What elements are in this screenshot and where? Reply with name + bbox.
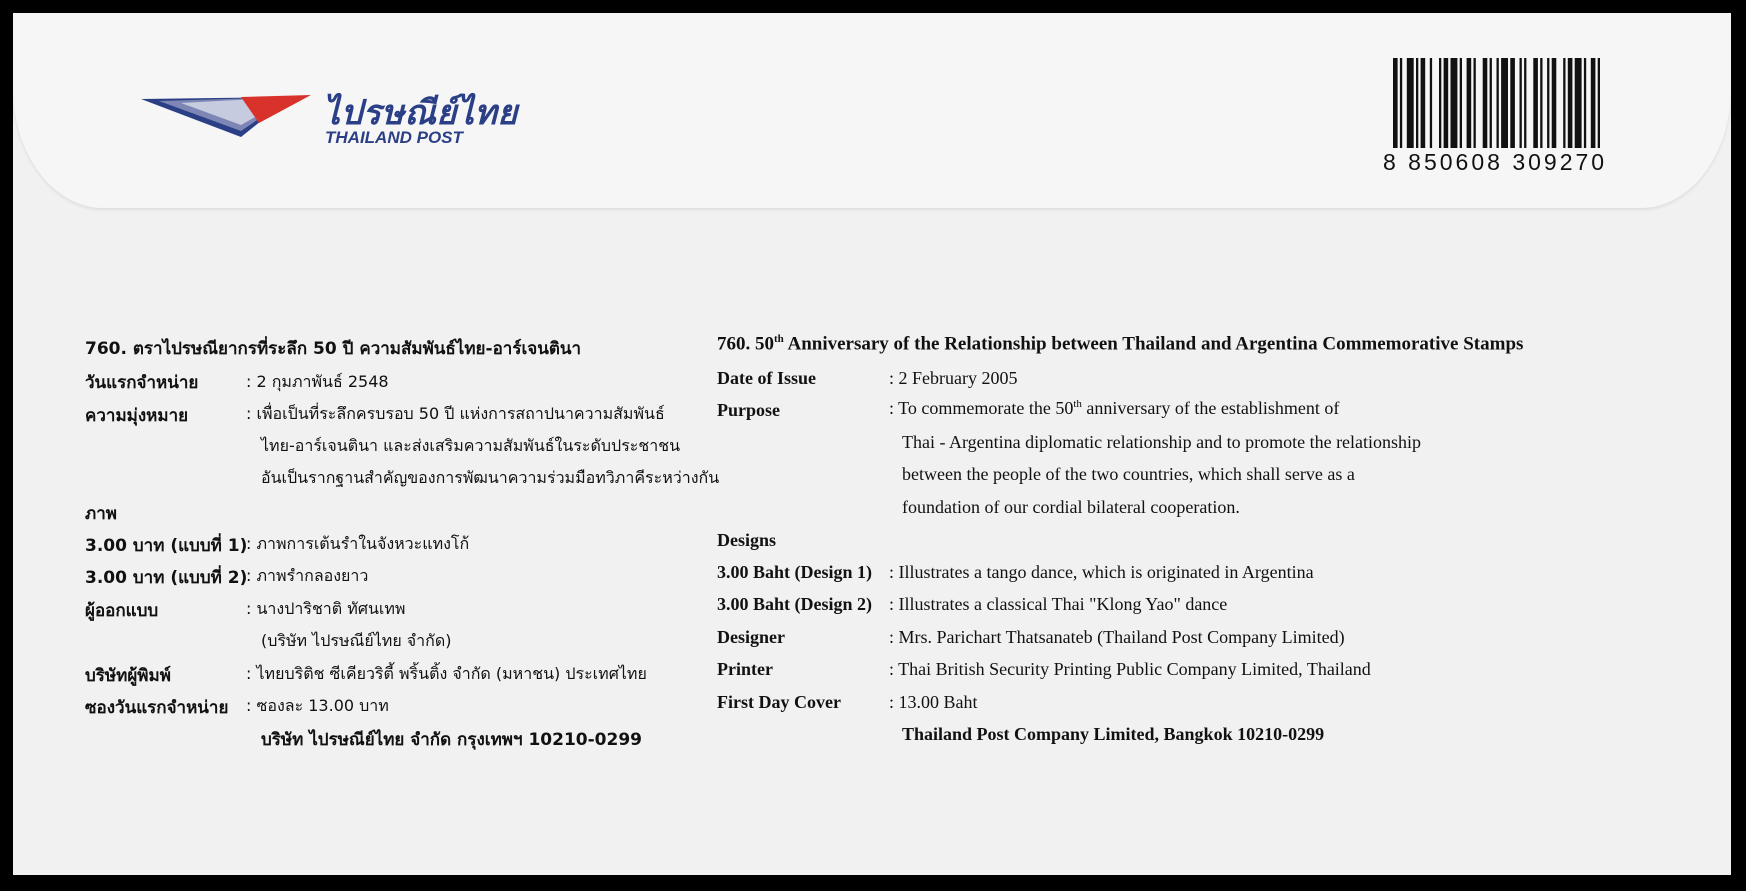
english-purpose-line: : To commemorate the 50th anniversary of the establishment of [889,398,1340,418]
thai-printer-value: : ไทยบริติช ซีเคียวริตี้ พริ้นติ้ง จำกัด (มหาชน) ประเทศไทย [246,664,647,683]
barcode-bar [1524,58,1526,148]
english-design1-value: : Illustrates a tango dance, which is originated in Argentina [889,562,1314,582]
barcode [1393,58,1653,148]
barcode-bar [1598,58,1600,148]
english-issue-value: : 2 February 2005 [889,368,1018,388]
barcode-bar [1568,58,1573,148]
thai-designer-line: : นางปาริชาติ ทัศนเทพ [246,599,406,618]
english-fdc-value: : 13.00 Baht [889,692,978,712]
thai-purpose-line: : เพื่อเป็นที่ระลึกครบรอบ 50 ปี แห่งการสถาปนาความสัมพันธ์ [246,404,665,423]
barcode-bar [1552,58,1557,148]
english-designer-label: Designer [717,627,785,647]
barcode-bar [1591,58,1596,148]
thai-design1-label: 3.00 บาท (แบบที่ 1) [85,536,248,556]
english-issue-label: Date of Issue [717,368,816,388]
barcode-bar [1533,58,1538,148]
barcode-bar [1467,58,1472,148]
barcode-bar [1460,58,1462,148]
thai-designs-label: ภาพ [85,504,117,524]
envelope-back [13,13,1731,875]
barcode-bar [1483,58,1488,148]
thai-design2-label: 3.00 บาท (แบบที่ 2) [85,568,248,588]
barcode-bar [1407,58,1414,148]
barcode-bar [1510,58,1515,148]
english-designs-label: Designs [717,530,777,550]
barcode-bar [1540,58,1542,148]
thai-title: 760. ตราไปรษณียากรที่ระลึก 50 ปี ความสัมพันธ์ไทย-อาร์เจนตินา [85,339,582,359]
barcode-bar [1444,58,1449,148]
barcode-bar [1490,58,1492,148]
english-purpose-line: between the people of the two countries, which shall serve as a [902,464,1355,484]
english-fdc-label: First Day Cover [717,692,841,712]
thai-company: บริษัท ไปรษณีย์ไทย จำกัด กรุงเทพฯ 10210-0299 [261,730,642,750]
english-designer-value: : Mrs. Parichart Thatsanateb (Thailand Post Company Limited) [889,627,1345,647]
english-company: Thailand Post Company Limited, Bangkok 10210-0299 [902,724,1325,744]
thai-purpose-line: อันเป็นรากฐานสำคัญของการพัฒนาความร่วมมือทวิภาคีระหว่างกัน [261,468,720,487]
english-title: 760. 50th Anniversary of the Relationship between Thailand and Argentina Commemorative Stamps [717,333,1524,355]
english-design2-value: : Illustrates a classical Thai "Klong Yao" dance [889,594,1228,614]
barcode-bar [1421,58,1426,148]
barcode-bar [1439,58,1441,148]
thai-designer-label: ผู้ออกแบบ [85,601,159,621]
thai-fdc-value: : ซองละ 13.00 บาท [246,696,389,715]
logo-thai-text: ไปรษณีย์ไทย [323,93,518,133]
barcode-bar [1474,58,1476,148]
thai-designer-line: (บริษัท ไปรษณีย์ไทย จำกัด) [261,631,452,650]
barcode-bar [1451,58,1458,148]
thai-fdc-label: ซองวันแรกจำหน่าย [85,698,229,718]
barcode-bar [1575,58,1582,148]
english-printer-value: : Thai British Security Printing Public Company Limited, Thailand [889,659,1371,679]
barcode-bar [1416,58,1418,148]
english-purpose-line: foundation of our cordial bilateral cooperation. [902,497,1240,517]
logo-english-text: THAILAND POST [325,128,463,147]
barcode-bar [1563,58,1565,148]
thai-purpose-label: ความมุ่งหมาย [85,406,189,426]
english-purpose-line: Thai - Argentina diplomatic relationship and to promote the relationship [902,432,1422,452]
thai-design2-value: : ภาพรำกลองยาว [246,566,369,585]
barcode-number: 8 850608 309270 [1383,149,1608,175]
thai-issue-value: : 2 กุมภาพันธ์ 2548 [246,372,389,391]
thai-issue-label: วันแรกจำหน่าย [85,373,199,393]
barcode-bar [1400,58,1402,148]
english-purpose-label: Purpose [717,400,780,420]
english-design2-label: 3.00 Baht (Design 2) [717,594,873,614]
barcode-bar [1497,58,1499,148]
barcode-bar [1520,58,1522,148]
thai-printer-label: บริษัทผู้พิมพ์ [85,666,171,686]
thai-design1-value: : ภาพการเต้นรำในจังหวะแทงโก้ [246,534,470,553]
thai-purpose-line: ไทย-อาร์เจนตินา และส่งเสริมความสัมพันธ์ในระดับประชาชน [261,436,681,455]
english-design1-label: 3.00 Baht (Design 1) [717,562,873,582]
english-printer-label: Printer [717,659,773,679]
barcode-bar [1430,58,1432,148]
barcode-bar [1393,58,1398,148]
barcode-bar [1501,58,1508,148]
barcode-bar [1547,58,1549,148]
barcode-bar [1584,58,1586,148]
